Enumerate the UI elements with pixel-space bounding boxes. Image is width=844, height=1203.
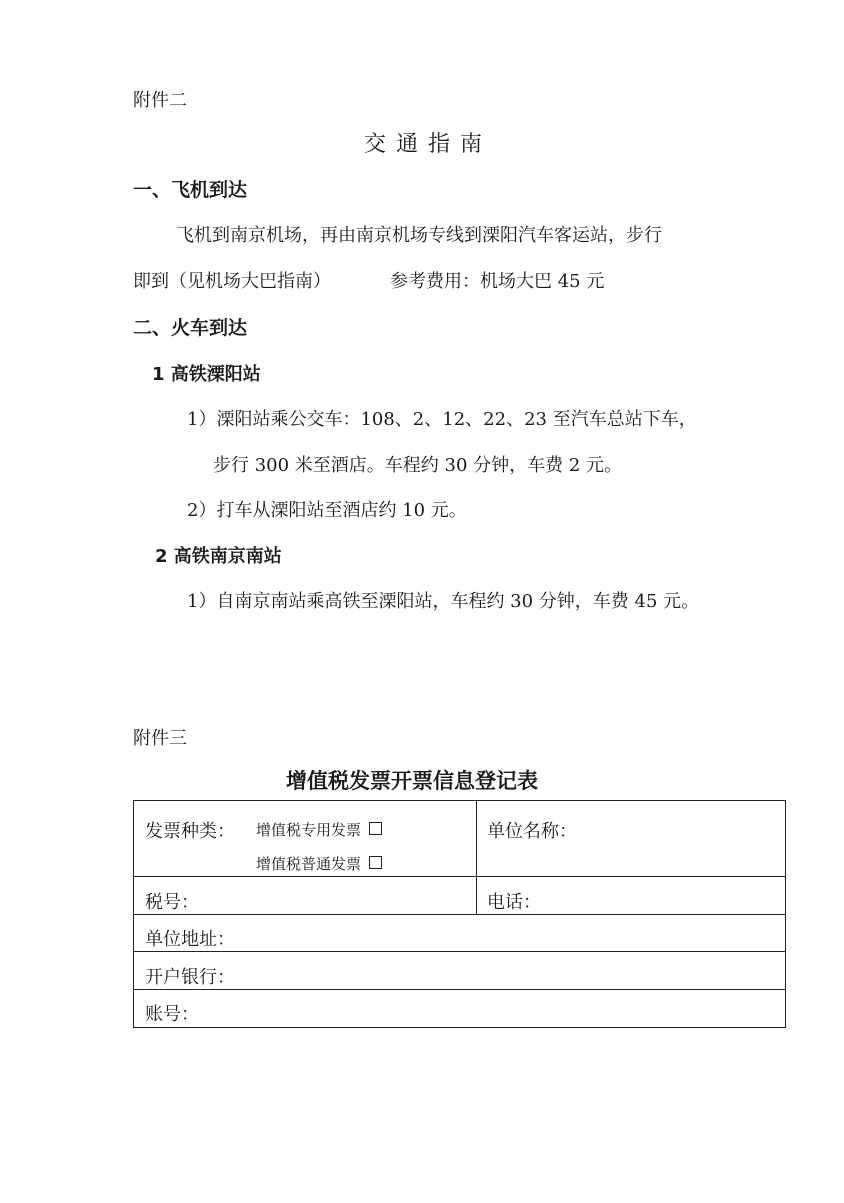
liyang-bus-line2: 步行 300 米至酒店。车程约 30 分钟，车费 2 元。 bbox=[213, 455, 623, 476]
option-normal-invoice-label: 增值税普通发票 bbox=[256, 855, 362, 873]
table-column-divider bbox=[476, 801, 477, 914]
sub-heading-nanjing-south: 2 高铁南京南站 bbox=[155, 546, 282, 567]
attachment-three-label: 附件三 bbox=[133, 728, 187, 749]
plane-text-line2-fee: 参考费用：机场大巴 45 元 bbox=[390, 271, 605, 292]
phone-field[interactable]: 电话： bbox=[487, 892, 541, 913]
tax-id-field[interactable]: 税号： bbox=[145, 892, 199, 913]
invoice-type-label: 发票种类： bbox=[145, 821, 235, 842]
liyang-bus-line1: 1）溧阳站乘公交车：108、2、12、22、23 至汽车总站下车， bbox=[187, 409, 697, 430]
account-number-field[interactable]: 账号： bbox=[145, 1004, 199, 1025]
traffic-guide-title: 交通指南 bbox=[364, 132, 493, 157]
table-row-divider bbox=[134, 951, 785, 952]
special-invoice-checkbox[interactable] bbox=[369, 822, 382, 835]
company-address-field[interactable]: 单位地址： bbox=[145, 929, 235, 950]
option-normal-invoice[interactable] bbox=[256, 853, 382, 874]
sub-heading-liyang-station: 1 高铁溧阳站 bbox=[152, 364, 261, 385]
plane-text-line2-left: 即到（见机场大巴指南） bbox=[133, 271, 331, 292]
option-special-invoice[interactable] bbox=[256, 819, 382, 840]
table-row-divider bbox=[134, 876, 785, 877]
bank-field[interactable]: 开户银行： bbox=[145, 967, 235, 988]
table-row-divider bbox=[134, 914, 785, 915]
normal-invoice-checkbox[interactable] bbox=[369, 856, 382, 869]
invoice-form-title: 增值税发票开票信息登记表 bbox=[286, 769, 538, 793]
section-plane-heading: 一、飞机到达 bbox=[133, 179, 248, 201]
table-row-divider bbox=[134, 989, 785, 990]
section-train-heading: 二、火车到达 bbox=[133, 317, 248, 339]
invoice-info-table bbox=[133, 800, 786, 1028]
nanjing-south-line: 1）自南京南站乘高铁至溧阳站，车程约 30 分钟，车费 45 元。 bbox=[187, 591, 700, 612]
liyang-taxi-line: 2）打车从溧阳站至酒店约 10 元。 bbox=[187, 500, 467, 521]
company-name-field[interactable]: 单位名称： bbox=[487, 821, 577, 842]
option-special-invoice-label: 增值税专用发票 bbox=[256, 821, 362, 839]
attachment-two-label: 附件二 bbox=[133, 90, 187, 111]
plane-text-line1: 飞机到南京机场，再由南京机场专线到溧阳汽车客运站，步行 bbox=[176, 225, 662, 246]
